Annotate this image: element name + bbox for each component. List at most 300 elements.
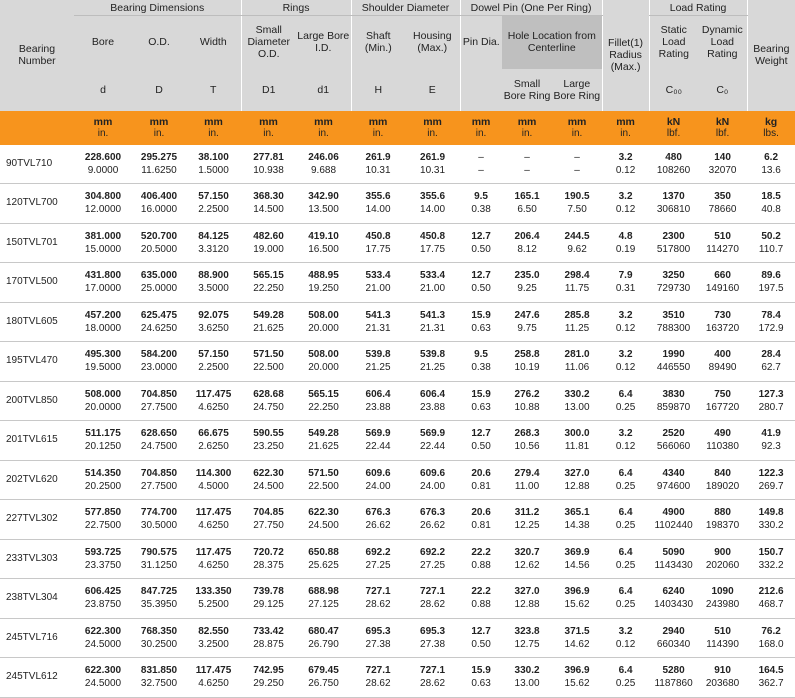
value-imperial: 27.750 (253, 520, 284, 532)
value-metric: 6.4 (618, 665, 633, 677)
value-imperial: 4.6250 (198, 520, 229, 532)
value-cell (132, 381, 186, 421)
value-imperial: 30.5000 (140, 520, 178, 532)
value-metric: 15.9 (471, 665, 491, 677)
value-imperial: 17.75 (365, 243, 391, 255)
value-metric: 244.5 (564, 230, 590, 242)
value-metric: 539.8 (365, 349, 391, 361)
symbol-D: D (132, 69, 186, 111)
value-imperial: 974600 (656, 480, 691, 492)
value-imperial: 24.7500 (140, 441, 178, 453)
value-imperial: 10.31 (420, 164, 446, 176)
value-metric: 342.90 (308, 191, 339, 203)
value-cell (132, 658, 186, 698)
value-cell (296, 223, 351, 263)
value-cell (698, 421, 747, 461)
value-imperial: 27.7500 (140, 401, 178, 413)
value-metric: 82.550 (198, 625, 229, 637)
value-cell (552, 460, 602, 500)
unit-cell (296, 111, 351, 145)
value-cell (74, 223, 132, 263)
value-imperial: 4.6250 (198, 401, 229, 413)
value-metric: 281.0 (564, 349, 590, 361)
header-shoulder-diameter: Shoulder Diameter (351, 0, 460, 16)
value-cell (552, 263, 602, 303)
value-imperial: 0.25 (615, 401, 636, 413)
value-imperial: 27.38 (420, 638, 446, 650)
value-imperial: 21.25 (420, 362, 446, 374)
unit-secondary: lbf. (666, 127, 681, 139)
value-metric: 327.0 (564, 467, 590, 479)
value-cell (186, 302, 241, 342)
value-imperial: 149160 (705, 283, 740, 295)
value-metric: 508.00 (308, 309, 339, 321)
value-imperial: 28.875 (253, 638, 284, 650)
table-row (0, 302, 795, 342)
value-imperial: 12.62 (514, 559, 540, 571)
value-cell (552, 223, 602, 263)
value-imperial: 26.62 (365, 520, 391, 532)
value-imperial: – (524, 164, 530, 176)
value-metric: 2940 (662, 625, 685, 637)
value-cell (460, 618, 502, 658)
value-cell (460, 539, 502, 579)
value-cell (649, 184, 698, 224)
value-metric: 606.4 (365, 388, 391, 400)
value-metric: 3.2 (618, 625, 633, 637)
value-cell (241, 460, 296, 500)
value-imperial: 9.62 (567, 243, 587, 255)
value-metric: 406.400 (140, 191, 178, 203)
value-cell (602, 579, 649, 619)
value-metric: 3.2 (618, 191, 633, 203)
value-imperial: 18.0000 (84, 322, 122, 334)
value-cell (296, 539, 351, 579)
value-metric: 122.3 (758, 467, 784, 479)
value-imperial: 0.63 (471, 322, 491, 334)
value-imperial: 9.25 (517, 283, 537, 295)
value-metric: 140 (714, 151, 731, 163)
value-imperial: 14.500 (253, 204, 284, 216)
value-imperial: 28.62 (365, 678, 391, 690)
value-imperial: 28.62 (420, 599, 446, 611)
value-imperial: 306810 (656, 204, 691, 216)
value-cell (552, 342, 602, 382)
value-metric: 4340 (662, 467, 685, 479)
value-cell (602, 342, 649, 382)
value-metric: 533.4 (420, 270, 446, 282)
value-cell (602, 618, 649, 658)
value-cell (74, 618, 132, 658)
value-cell (405, 263, 460, 303)
header-dynamic-load: Dynamic Load Rating (698, 16, 747, 69)
value-cell (602, 421, 649, 461)
symbol-d: d (74, 69, 132, 111)
value-imperial: 22.44 (365, 441, 391, 453)
value-cell (351, 184, 405, 224)
value-cell (74, 421, 132, 461)
value-metric: 3510 (662, 309, 685, 321)
value-metric: 508.000 (84, 388, 122, 400)
value-imperial: 9.75 (517, 322, 537, 334)
unit-cell (132, 111, 186, 145)
value-cell (747, 539, 795, 579)
value-cell (296, 421, 351, 461)
value-metric: 2520 (662, 428, 685, 440)
value-cell (296, 500, 351, 540)
value-imperial: 15.62 (564, 678, 590, 690)
value-metric: 3.2 (618, 309, 633, 321)
value-cell (74, 539, 132, 579)
value-metric: 571.50 (253, 349, 284, 361)
value-cell (460, 342, 502, 382)
value-imperial: 24.00 (420, 480, 446, 492)
bearing-number-cell: 90TVL710 (0, 145, 74, 184)
value-cell (649, 302, 698, 342)
value-cell (460, 500, 502, 540)
value-metric: 41.9 (761, 428, 781, 440)
value-metric: 495.300 (84, 349, 122, 361)
value-imperial: 16.500 (308, 243, 339, 255)
value-metric: 510 (714, 230, 731, 242)
value-cell (241, 223, 296, 263)
value-metric: 577.850 (84, 507, 122, 519)
value-metric: 739.78 (253, 586, 284, 598)
value-cell (74, 460, 132, 500)
value-imperial: 13.00 (564, 401, 590, 413)
value-cell (747, 658, 795, 698)
value-cell (698, 145, 747, 184)
value-imperial: 32.7500 (140, 678, 178, 690)
value-imperial: 35.3950 (140, 599, 178, 611)
value-metric: 565.15 (308, 388, 339, 400)
value-imperial: 32070 (708, 164, 737, 176)
value-cell (186, 184, 241, 224)
value-metric: 790.575 (140, 546, 178, 558)
bearing-number-cell: 180TVL605 (0, 302, 74, 342)
value-metric: 4.8 (618, 230, 633, 242)
value-imperial: 2.6250 (198, 441, 229, 453)
table-row (0, 145, 795, 184)
value-metric: 606.4 (420, 388, 446, 400)
value-cell (747, 579, 795, 619)
value-cell (460, 658, 502, 698)
value-metric: 246.06 (308, 151, 339, 163)
value-cell (649, 263, 698, 303)
value-metric: 117.475 (195, 388, 232, 400)
value-metric: 12.7 (471, 230, 491, 242)
value-imperial: 31.1250 (140, 559, 178, 571)
value-cell (405, 618, 460, 658)
unit-secondary: in. (153, 127, 165, 139)
value-metric: 396.9 (564, 586, 590, 598)
value-cell (186, 223, 241, 263)
value-metric: 368.30 (253, 191, 284, 203)
value-metric: 12.7 (471, 625, 491, 637)
value-cell (747, 263, 795, 303)
value-imperial: 19.250 (308, 283, 339, 295)
value-metric: 774.700 (140, 507, 178, 519)
value-cell (405, 302, 460, 342)
table-row (0, 184, 795, 224)
value-metric: 679.45 (308, 665, 339, 677)
value-imperial: 10.31 (365, 164, 391, 176)
value-cell (460, 145, 502, 184)
bearing-number-cell: 200TVL850 (0, 381, 74, 421)
table-row (0, 618, 795, 658)
value-cell (602, 381, 649, 421)
value-cell (649, 223, 698, 263)
value-imperial: 21.00 (420, 283, 446, 295)
value-metric: 727.1 (365, 665, 391, 677)
value-metric: 831.850 (140, 665, 178, 677)
bearing-number-cell: 238TVL304 (0, 579, 74, 619)
value-metric: 15.9 (471, 388, 491, 400)
value-cell (502, 263, 552, 303)
symbol-H: H (351, 69, 405, 111)
value-metric: 840 (714, 467, 731, 479)
value-metric: 549.28 (253, 309, 284, 321)
value-metric: 149.8 (758, 507, 784, 519)
value-cell (747, 421, 795, 461)
value-imperial: 446550 (656, 362, 691, 374)
value-metric: 419.10 (308, 230, 339, 242)
value-metric: 9.5 (474, 349, 488, 361)
value-imperial: 25.0000 (140, 283, 178, 295)
value-metric: 847.725 (140, 586, 178, 598)
value-cell (460, 223, 502, 263)
unit-primary: mm (471, 115, 491, 128)
value-cell (351, 500, 405, 540)
value-cell (132, 342, 186, 382)
value-imperial: 0.50 (471, 638, 491, 650)
value-metric: 520.700 (140, 230, 178, 242)
value-cell (351, 302, 405, 342)
value-cell (132, 263, 186, 303)
value-metric: 355.6 (420, 191, 446, 203)
value-imperial: 517800 (656, 243, 691, 255)
value-cell (351, 223, 405, 263)
value-imperial: 27.7500 (140, 480, 178, 492)
value-imperial: 17.0000 (84, 283, 122, 295)
value-cell (502, 460, 552, 500)
value-imperial: 114270 (706, 243, 739, 255)
value-metric: 622.300 (84, 665, 122, 677)
value-imperial: 22.7500 (84, 520, 122, 532)
value-imperial: 0.25 (615, 480, 636, 492)
value-cell (74, 263, 132, 303)
value-metric: 609.6 (420, 467, 446, 479)
value-metric: 12.7 (471, 270, 491, 282)
value-cell (241, 263, 296, 303)
value-cell (351, 381, 405, 421)
value-cell (241, 145, 296, 184)
value-cell (296, 658, 351, 698)
value-imperial: 0.88 (471, 599, 491, 611)
value-imperial: 20.000 (308, 362, 339, 374)
value-imperial: 62.7 (761, 362, 781, 374)
value-imperial: 0.81 (471, 520, 491, 532)
value-cell (460, 184, 502, 224)
value-cell (502, 184, 552, 224)
symbol-E: E (405, 69, 460, 111)
value-cell (405, 658, 460, 698)
value-metric: 688.98 (308, 586, 339, 598)
value-cell (351, 618, 405, 658)
value-imperial: 0.81 (471, 480, 491, 492)
value-metric: 20.6 (471, 467, 491, 479)
value-imperial: 0.19 (615, 243, 636, 255)
value-imperial: 24.00 (365, 480, 391, 492)
value-cell (649, 539, 698, 579)
value-metric: 6.4 (618, 467, 633, 479)
value-cell (405, 460, 460, 500)
value-metric: 733.42 (253, 625, 284, 637)
value-cell (351, 145, 405, 184)
value-cell (502, 302, 552, 342)
value-cell (296, 381, 351, 421)
value-metric: 695.3 (420, 625, 446, 637)
value-metric: 84.125 (198, 230, 229, 242)
unit-secondary: in. (521, 127, 533, 139)
value-imperial: 12.0000 (84, 204, 122, 216)
value-metric: 488.95 (308, 270, 339, 282)
value-imperial: 0.12 (615, 164, 636, 176)
symbol-pin (460, 69, 502, 111)
value-imperial: 28.62 (420, 678, 446, 690)
unit-primary: kN (715, 115, 730, 128)
unit-primary: mm (368, 115, 388, 128)
value-metric: 311.2 (514, 507, 540, 519)
value-metric: 371.5 (564, 625, 590, 637)
value-imperial: 197.5 (758, 283, 784, 295)
unit-primary: mm (149, 115, 169, 128)
value-metric: 150.7 (758, 546, 784, 558)
value-cell (747, 618, 795, 658)
value-imperial: 24.500 (253, 480, 284, 492)
value-imperial: 40.8 (761, 204, 781, 216)
value-metric: 482.60 (253, 230, 284, 242)
value-metric: 609.6 (365, 467, 391, 479)
value-cell (296, 145, 351, 184)
value-cell (132, 539, 186, 579)
value-cell (74, 302, 132, 342)
value-imperial: 20.5000 (140, 243, 178, 255)
value-imperial: 12.25 (514, 520, 540, 532)
value-cell (296, 302, 351, 342)
value-metric: 727.1 (420, 665, 446, 677)
value-cell (132, 579, 186, 619)
value-imperial: 23.250 (253, 441, 284, 453)
value-metric: 5090 (662, 546, 685, 558)
unit-secondary: in. (208, 127, 219, 139)
value-cell (602, 500, 649, 540)
value-imperial: 11.00 (514, 480, 540, 492)
value-imperial: 1187860 (654, 678, 693, 690)
value-cell (649, 579, 698, 619)
value-imperial: 0.12 (615, 441, 636, 453)
value-cell (296, 460, 351, 500)
value-cell (186, 618, 241, 658)
value-imperial: 110.7 (758, 243, 784, 255)
value-imperial: 27.125 (308, 599, 339, 611)
value-metric: 277.81 (253, 151, 284, 163)
value-metric: 6.4 (618, 546, 633, 558)
value-cell (186, 539, 241, 579)
value-metric: 680.47 (308, 625, 339, 637)
value-cell (241, 342, 296, 382)
table-row (0, 500, 795, 540)
value-metric: 565.15 (253, 270, 284, 282)
value-imperial: 17.75 (420, 243, 446, 255)
bearing-number-cell: 201TVL615 (0, 421, 74, 461)
value-imperial: 4.5000 (198, 480, 229, 492)
value-cell (602, 302, 649, 342)
value-cell (552, 618, 602, 658)
value-imperial: 10.938 (253, 164, 284, 176)
unit-cell (405, 111, 460, 145)
value-metric: 268.3 (514, 428, 540, 440)
value-metric: 330.2 (564, 388, 590, 400)
value-cell (132, 500, 186, 540)
value-metric: 57.150 (198, 349, 229, 361)
value-imperial: 3.2500 (198, 638, 229, 650)
value-cell (747, 342, 795, 382)
value-cell (649, 145, 698, 184)
value-imperial: 280.7 (758, 401, 784, 413)
unit-cell (74, 111, 132, 145)
value-imperial: 27.25 (365, 559, 391, 571)
value-imperial: 202060 (705, 559, 740, 571)
value-cell (552, 421, 602, 461)
value-metric: 88.900 (198, 270, 229, 282)
value-cell (186, 263, 241, 303)
bearing-number-cell: 227TVL302 (0, 500, 74, 540)
header-small-bore-ring: Small Bore Ring (502, 69, 552, 111)
value-imperial: 19.000 (253, 243, 284, 255)
header-small-diameter-od: Small Diameter O.D. (241, 16, 296, 69)
value-metric: 164.5 (758, 665, 784, 677)
value-imperial: 332.2 (758, 559, 784, 571)
value-imperial: 110380 (706, 441, 739, 453)
value-metric: 114.300 (195, 467, 232, 479)
value-cell (698, 381, 747, 421)
unit-secondary: in. (571, 127, 583, 139)
value-imperial: 15.62 (564, 599, 590, 611)
header-bearing-dimensions: Bearing Dimensions (74, 0, 241, 16)
value-imperial: 3.3120 (198, 243, 229, 255)
symbol-Cor: C₀₀ (649, 69, 698, 111)
unit-secondary: in. (475, 127, 487, 139)
value-cell (698, 579, 747, 619)
value-metric: 622.30 (308, 507, 339, 519)
value-metric: 279.4 (514, 467, 540, 479)
value-imperial: 22.250 (253, 283, 284, 295)
value-metric: 18.5 (761, 191, 781, 203)
value-imperial: 163720 (705, 322, 740, 334)
value-imperial: 172.9 (758, 322, 784, 334)
value-cell (405, 381, 460, 421)
value-imperial: 27.38 (365, 638, 391, 650)
value-imperial: – (574, 164, 580, 176)
value-metric: 76.2 (761, 625, 781, 637)
value-imperial: 566060 (656, 441, 691, 453)
value-cell (552, 579, 602, 619)
value-cell (186, 460, 241, 500)
value-cell (132, 421, 186, 461)
value-imperial: 243980 (705, 599, 740, 611)
value-metric: 720.72 (253, 546, 284, 558)
